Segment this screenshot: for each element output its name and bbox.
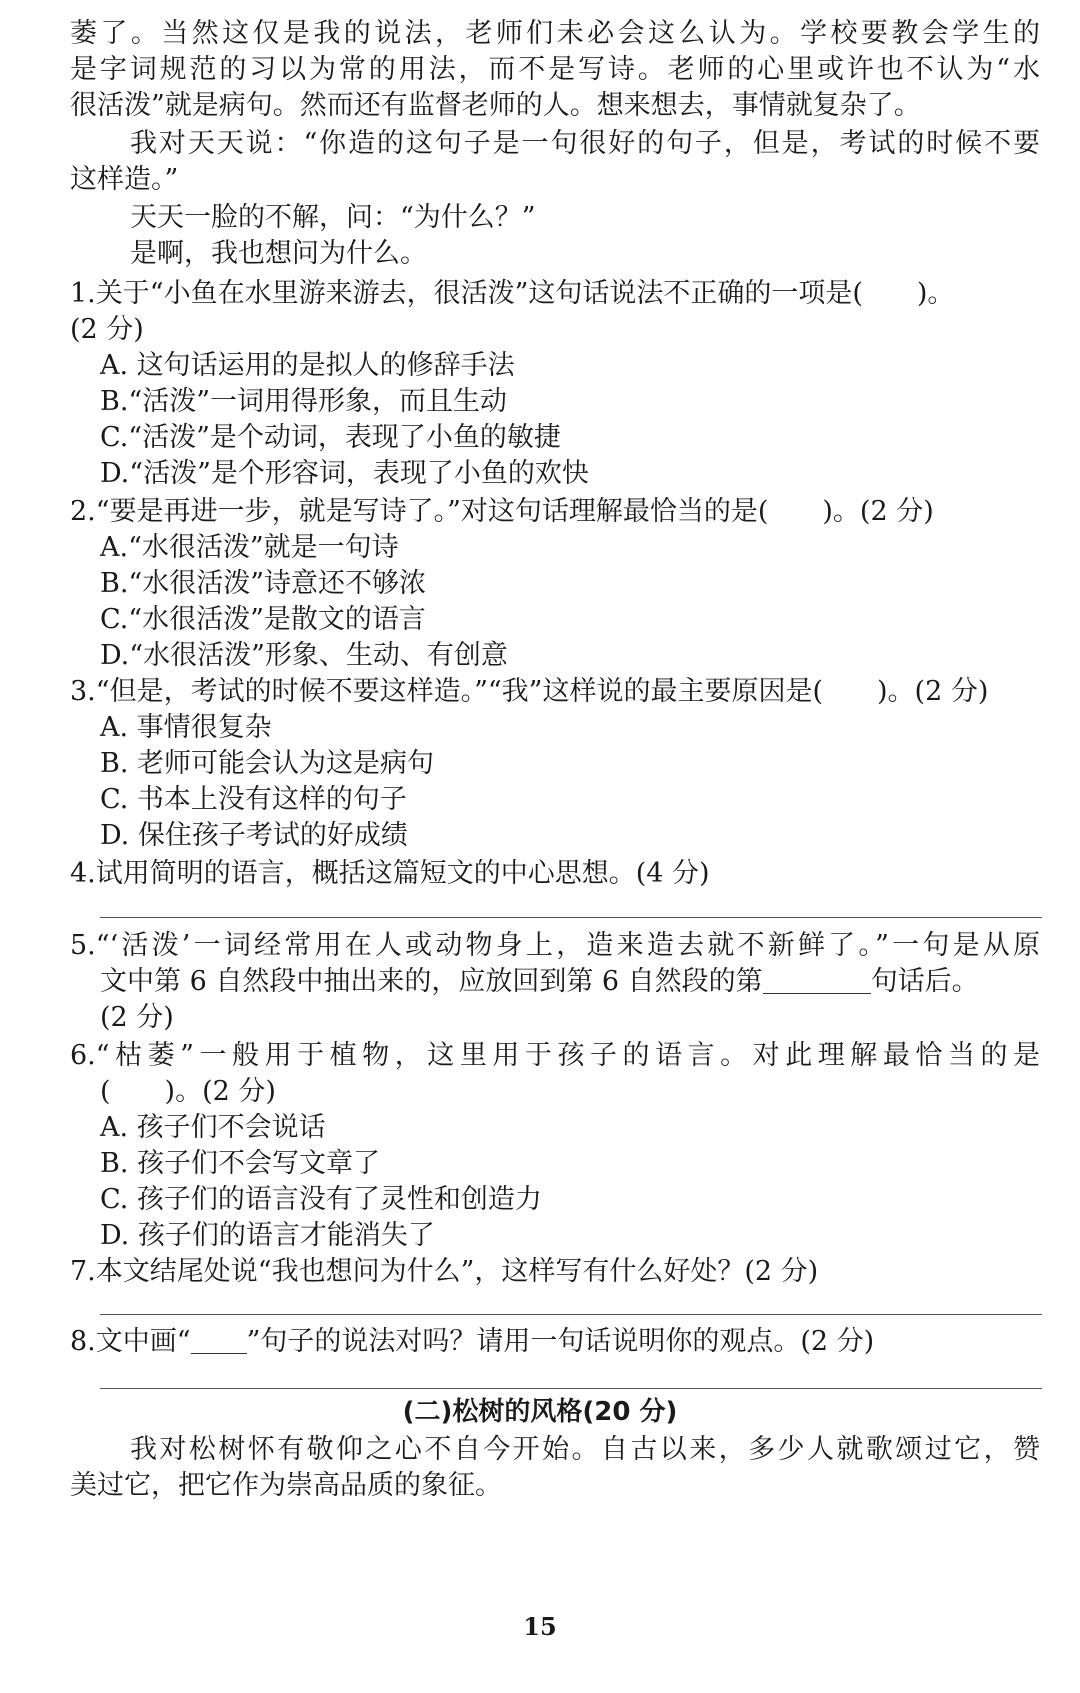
question-8-text-after: ”句子的说法对吗？请用一句话说明你的观点。(2 分) (246, 1326, 875, 1357)
question-6-option-d: D. 孩子们的语言才能消失了 (100, 1220, 435, 1251)
question-3-stem: 3.“但是，考试的时候不要这样造。”“我”这样说的最主要原因是( )。(2 分) (70, 676, 989, 707)
question-2-option-b: B.“水很活泼”诗意还不够浓 (100, 568, 427, 599)
question-3-option-b: B. 老师可能会认为这是病句 (100, 748, 435, 779)
question-1-score: (2 分) (70, 314, 144, 345)
question-6-stem-cont: ( )。(2 分) (100, 1076, 276, 1107)
question-3-option-d: D. 保住孩子考试的好成绩 (100, 820, 408, 851)
answer-line-q7[interactable] (100, 1314, 1042, 1315)
question-1-option-c: C.“活泼”是个动词，表现了小鱼的敏捷 (100, 422, 561, 453)
answer-line-q4[interactable] (100, 917, 1042, 918)
question-6-option-a: A. 孩子们不会说话 (100, 1112, 326, 1143)
passage-line: 很活泼”就是病句。然而还有监督老师的人。想来想去，事情就复杂了。 (70, 90, 921, 121)
question-6-stem: 6.“枯萎”一般用于植物，这里用于孩子的语言。对此理解最恰当的是 (70, 1040, 1040, 1071)
question-1-option-d: D.“活泼”是个形容词，表现了小鱼的欢快 (100, 458, 589, 489)
question-1-stem: 1.关于“小鱼在水里游来游去，很活泼”这句话说法不正确的一项是( )。 (70, 278, 955, 309)
question-5-line-1: 5.“‘活泼’一词经常用在人或动物身上，造来造去就不新鲜了。”一句是从原 (70, 930, 1040, 961)
answer-line-q8[interactable] (100, 1388, 1042, 1389)
question-5-text-after: 句话后。 (870, 966, 979, 997)
page-number: 15 (523, 1612, 557, 1641)
question-5-score: (2 分) (100, 1002, 174, 1033)
question-3-option-c: C. 书本上没有这样的句子 (100, 784, 407, 815)
passage-line: 是字词规范的习以为常的用法，而不是写诗。老师的心里或许也不认为“水 (70, 54, 1040, 85)
passage-line: 萎了。当然这仅是我的说法，老师们未必会这么认为。学校要教会学生的 (70, 18, 1040, 49)
passage-line: 我对天天说：“你造的这句子是一句很好的句子，但是，考试的时候不要 (130, 128, 1040, 159)
question-3-option-a: A. 事情很复杂 (100, 712, 272, 743)
section-2-text-line: 我对松树怀有敬仰之心不自今开始。自古以来，多少人就歌颂过它，赞 (130, 1434, 1040, 1465)
question-1-option-b: B.“活泼”一词用得形象，而且生动 (100, 386, 508, 417)
question-5-fill-blank[interactable] (763, 967, 871, 994)
question-6-option-b: B. 孩子们不会写文章了 (100, 1148, 381, 1179)
passage-line: 天天一脸的不解，问：“为什么？” (130, 202, 536, 233)
passage-line: 是啊，我也想问为什么。 (130, 238, 427, 269)
question-5-line-2 (100, 964, 1040, 1000)
question-2-option-a: A.“水很活泼”就是一句诗 (100, 532, 399, 563)
section-2-text-line: 美过它，把它作为崇高品质的象征。 (70, 1470, 502, 1501)
question-1-option-a: A. 这句话运用的是拟人的修辞手法 (100, 350, 515, 381)
question-2-option-d: D.“水很活泼”形象、生动、有创意 (100, 640, 508, 671)
question-4-stem: 4.试用简明的语言，概括这篇短文的中心思想。(4 分) (70, 858, 710, 889)
question-6-option-c: C. 孩子们的语言没有了灵性和创造力 (100, 1184, 542, 1215)
question-8-underline-mark (191, 1327, 247, 1354)
section-2-title: (二)松树的风格(20 分) (402, 1397, 678, 1427)
question-5-text-before: 文中第 6 自然段中抽出来的，应放回到第 6 自然段的第 (100, 966, 763, 997)
passage-line: 这样造。” (70, 164, 179, 195)
question-2-option-c: C.“水很活泼”是散文的语言 (100, 604, 426, 635)
question-2-stem: 2.“要是再进一步，就是写诗了。”对这句话理解最恰当的是( )。(2 分) (70, 496, 934, 527)
question-7-stem: 7.本文结尾处说“我也想问为什么”，这样写有什么好处？(2 分) (70, 1256, 819, 1287)
question-8-stem (70, 1324, 1040, 1360)
question-8-text-before: 8.文中画“ (70, 1326, 191, 1357)
